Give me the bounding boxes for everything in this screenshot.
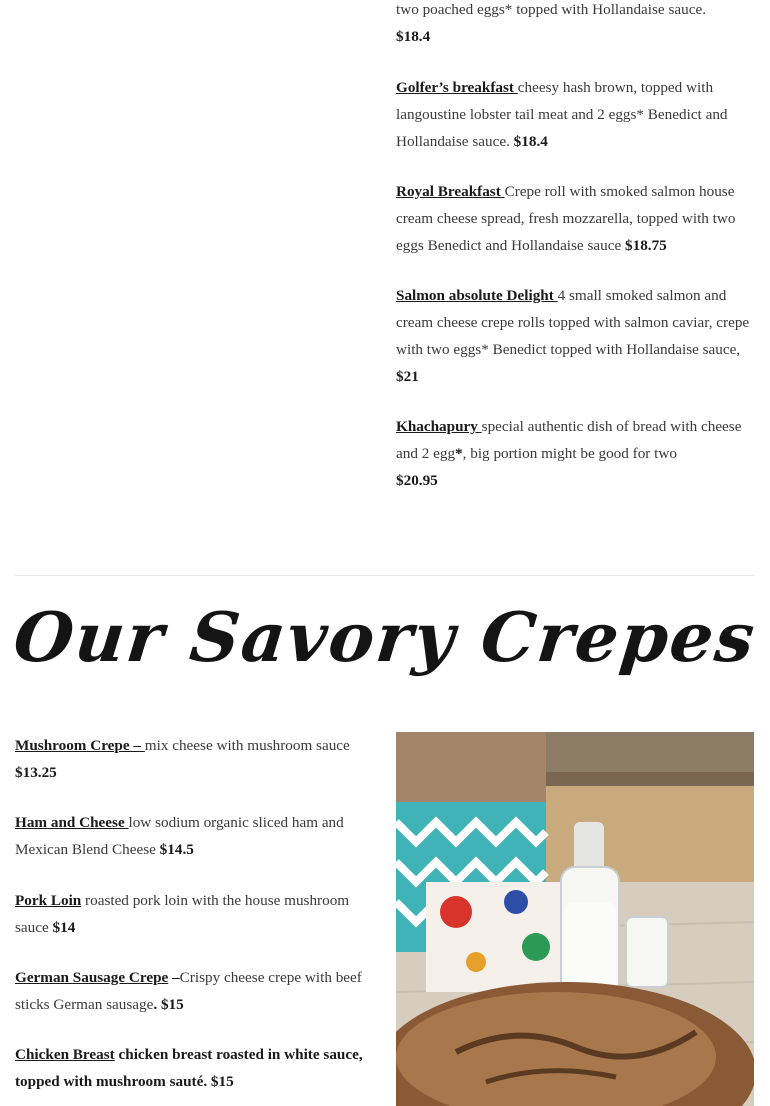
menu-item-desc: two poached eggs* topped with Hollandaise sauce. <box>396 1 706 18</box>
photo-illustration <box>396 732 754 1106</box>
menu-item-dash: – <box>168 969 180 986</box>
menu-item-top <box>396 0 758 50</box>
menu-item-price: $18.4 <box>396 28 431 45</box>
menu-item-khachapury <box>396 413 758 494</box>
menu-item-desc: low sodium organic sliced ham and Mexican Blend Cheese <box>15 814 344 858</box>
menu-item-desc: mix cheese with mushroom sauce <box>144 737 350 754</box>
menu-item-price: $21 <box>396 368 419 385</box>
menu-item-desc: Crepe roll with smoked salmon house cream cheese spread, fresh mozzarella, topped with two eggs Benedict and Hollandaise sauce <box>396 183 736 254</box>
menu-item-name: Pork Loin <box>15 892 82 909</box>
menu-item-price: $13.25 <box>15 764 57 781</box>
menu-item-desc: 4 small smoked salmon and cream cheese crepe rolls topped with salmon caviar, crepe with two eggs* Benedict topped with Hollandaise sauce, <box>396 287 750 358</box>
menu-item-salmon-absolute-delight <box>396 282 758 390</box>
menu-item-chicken-breast <box>15 1041 375 1095</box>
menu-item-desc-continued: , big portion might be good for two <box>462 445 677 462</box>
menu-item-name: Khachapury <box>396 418 482 435</box>
menu-item-german-sausage-crepe <box>15 964 375 1018</box>
menu-item-name: Chicken Breast <box>15 1046 115 1063</box>
menu-item-price: $18.75 <box>625 237 667 254</box>
bread-and-milk-photo <box>396 732 754 1106</box>
menu-item-desc: special authentic dish of bread with cheese and 2 egg <box>396 418 742 462</box>
menu-item-desc: roasted pork loin with the house mushroom sauce <box>15 892 350 936</box>
menu-item-name: Mushroom Crepe – <box>15 737 145 754</box>
menu-item-golfers-breakfast <box>396 74 758 155</box>
menu-item-pork-loin <box>15 887 375 941</box>
menu-item-ham-and-cheese <box>15 809 375 863</box>
menu-item-desc: cheesy hash brown, topped with langoustine lobster tail meat and 2 eggs* Benedict and Hollandaise sauce. <box>396 79 728 150</box>
menu-item-asterisk: * <box>455 445 463 462</box>
menu-item-desc: chicken breast roasted in white sauce, topped with mushroom sauté. $15 <box>15 1046 363 1090</box>
menu-item-name: Golfer’s breakfast <box>396 79 518 96</box>
menu-item-price: $20.95 <box>396 472 438 489</box>
menu-item-name: Royal Breakfast <box>396 183 505 200</box>
menu-item-price: $14 <box>52 919 76 936</box>
menu-item-name: German Sausage Crepe <box>15 969 169 986</box>
menu-item-price: $18.4 <box>513 133 548 150</box>
menu-item-price: . $15 <box>153 996 184 1013</box>
menu-item-name: Salmon absolute Delight <box>396 287 558 304</box>
menu-item-name: Ham and Cheese <box>15 814 129 831</box>
menu-item-price: $14.5 <box>159 841 194 858</box>
menu-item-desc: Crispy cheese crepe with beef sticks German sausage <box>15 969 362 1013</box>
section-title: Our Savory Crepes <box>10 598 760 678</box>
section-divider <box>15 575 754 576</box>
menu-item-mushroom-crepe <box>15 732 375 786</box>
menu-item-royal-breakfast <box>396 178 758 259</box>
